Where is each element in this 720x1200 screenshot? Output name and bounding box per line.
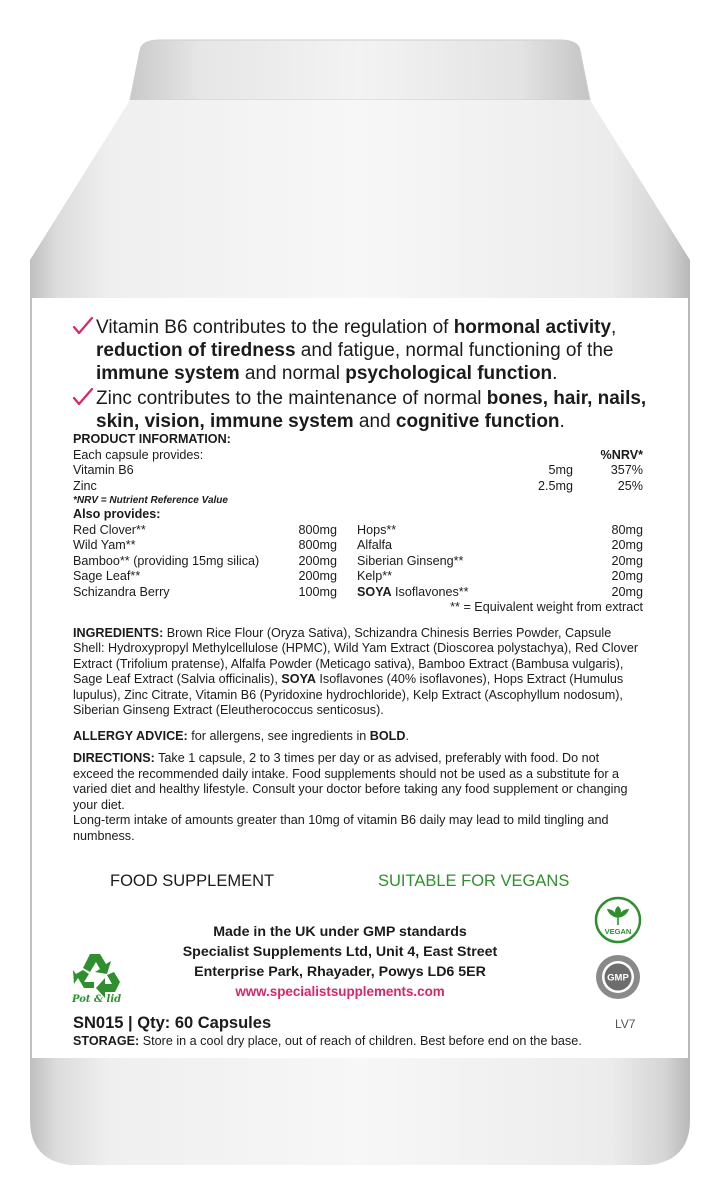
vegan-leaf-icon (594, 896, 642, 944)
also-provides-name: Red Clover** (73, 522, 146, 537)
food-supplement-label: FOOD SUPPLEMENT (110, 872, 275, 890)
benefit-text-segment: . (559, 411, 565, 432)
suitable-vegans-label: SUITABLE FOR VEGANS (378, 872, 570, 890)
benefit-text-segment: reduction of tiredness (96, 340, 296, 361)
also-provides-amount: 20mg (611, 553, 643, 568)
benefit-text-segment: , (611, 317, 617, 338)
check-icon (72, 386, 94, 408)
allergy-advice (73, 729, 643, 745)
also-provides-item (73, 523, 337, 539)
directions-text: Take 1 capsule, 2 to 3 times per day or as advised, preferably with food. Do not exceed the recommended daily intake. Food supplements should not be used as a substitute for a varied diet and healthy lifestyle. Consult your doctor before taking any food supplement or changing your diet. (73, 751, 628, 812)
allergy-label: ALLERGY ADVICE: (73, 728, 188, 743)
benefit-text-segment: and fatigue, normal functioning of the (295, 340, 614, 361)
nutrient-row (73, 479, 643, 495)
benefit-text-segment: Zinc contributes to the maintenance of normal (96, 388, 487, 409)
also-provides-amount: 80mg (611, 522, 643, 537)
also-provides-amount: 20mg (611, 584, 643, 599)
ingredients-text: Brown Rice Flour (Oryza Sativa), Schizandra Chinesis Berries Powder, Capsule Shell: Hydroxypropyl Methylcellulose (HPMC), Wild Yam Extract (Dioscorea polystachya), Red Clover Extract (Trifolium pratense), Alfalfa Powder (Meticago sativa), Bamboo Extract (Bambusa vulgaris), Sage Leaf Extract (Salvia officinalis), (73, 625, 639, 686)
benefit-b6 (76, 316, 676, 385)
longterm-warning: Long-term intake of amounts greater than 10mg of vitamin B6 daily may lead to mild tingling and numbness. (73, 813, 609, 843)
also-provides-name: Sage Leaf** (73, 569, 141, 583)
also-provides-amount: 100mg (298, 584, 337, 599)
nutrient-name: Zinc (73, 478, 97, 493)
nutrient-table (73, 463, 643, 494)
also-provides-item (73, 585, 337, 601)
maker-line1: Made in the UK under GMP standards (213, 924, 467, 940)
also-provides-name: Wild Yam** (73, 538, 136, 552)
also-provides-item (357, 569, 643, 585)
nrv-header: %NRV* (600, 447, 643, 462)
also-provides-item (357, 538, 643, 554)
also-provides-table (73, 523, 643, 601)
benefit-text-segment: and (353, 411, 396, 432)
recycle-caption: Pot & lid (72, 994, 122, 1005)
maker-line3: Enterprise Park, Rhayader, Powys LD6 5ER (194, 964, 486, 980)
also-provides-heading: Also provides: (73, 507, 161, 521)
also-provides-amount: 20mg (611, 569, 643, 583)
benefit-text-segment: hormonal activity (453, 317, 612, 338)
also-provides-item (73, 569, 337, 585)
gmp-seal-icon (594, 953, 642, 1001)
nutrient-amount: 2.5mg (537, 478, 573, 493)
maker-line2: Specialist Supplements Ltd, Unit 4, East Street (182, 944, 498, 960)
also-provides-amount: 200mg (298, 553, 337, 568)
bottle-base (30, 1055, 690, 1165)
equivalent-weight-footnote: ** = Equivalent weight from extract (450, 600, 643, 614)
also-provides-name: Alfalfa (357, 538, 393, 552)
also-provides-name: Hops** (357, 522, 397, 537)
sku-quantity: SN015 | Qty: 60 Capsules (73, 1014, 272, 1032)
manufacturer-info (160, 922, 520, 1002)
allergy-text: for allergens, see ingredients in (187, 728, 370, 743)
gmp-badge-text: GMP (607, 972, 629, 984)
product-information (73, 432, 643, 844)
directions-label: DIRECTIONS: (73, 751, 155, 765)
also-provides-name: Bamboo** (providing 15mg silica) (73, 553, 260, 568)
benefit-text-segment: cognitive function (395, 411, 560, 432)
benefit-text-segment: . (552, 363, 558, 384)
nutrient-row (73, 463, 643, 479)
ingredients (73, 626, 643, 719)
allergy-end: . (405, 728, 409, 743)
nrv-note: *NRV = Nutrient Reference Value (73, 495, 228, 506)
also-provides-amount: 20mg (611, 538, 643, 552)
benefit-text-segment: bones, hair, nails, skin, vision, immune system (96, 388, 647, 432)
also-provides-name: SOYA Isoflavones** (357, 584, 469, 599)
storage-text: Store in a cool dry place, out of reach of children. Best before end on the base. (139, 1034, 582, 1048)
nutrient-nrv: 25% (617, 478, 643, 493)
ingredients-text-rest: Isoflavones (40% isoflavones), Hops Extract (Humulus lupulus), Zinc Citrate, Vitamin B6 (Pyridoxine hydrochloride), Kelp Extract (Ascophyllum nodosum), Siberian Ginseng Extract (Eleutherococcus senticosus). (73, 672, 624, 717)
also-provides-item (73, 538, 337, 554)
also-provides-amount: 800mg (298, 538, 337, 552)
nutrient-nrv: 357% (610, 463, 643, 477)
benefit-text-segment: immune system (96, 363, 240, 384)
storage-info (73, 1034, 653, 1048)
directions (73, 751, 643, 844)
ingredients-label: INGREDIENTS: (73, 625, 164, 640)
ingredients-soya: SOYA (281, 672, 316, 686)
nutrient-name: Vitamin B6 (73, 463, 134, 477)
product-info-heading: PRODUCT INFORMATION: (73, 432, 231, 446)
allergy-bold-word: BOLD (369, 728, 406, 743)
also-provides-amount: 800mg (298, 522, 337, 537)
also-provides-name: Schizandra Berry (73, 584, 170, 599)
each-capsule-label: Each capsule provides: (73, 447, 204, 462)
also-provides-item (73, 554, 337, 570)
also-provides-item (357, 523, 643, 539)
benefit-text-segment: Vitamin B6 contributes to the regulation of (96, 317, 454, 338)
vegan-badge-text: VEGAN (604, 927, 632, 936)
label-version: LV7 (615, 1017, 636, 1031)
also-provides-amount: 200mg (298, 569, 337, 583)
benefit-text-segment: and normal (239, 363, 346, 384)
bottle-cap (130, 40, 590, 100)
benefit-zinc (76, 387, 676, 433)
website-link[interactable]: www.specialistsupplements.com (235, 984, 445, 999)
also-provides-item (357, 585, 643, 601)
also-provides-name: Siberian Ginseng** (357, 553, 464, 568)
benefit-text-segment: psychological function (345, 363, 553, 384)
also-provides-name: Kelp** (357, 569, 393, 583)
nutrient-amount: 5mg (548, 463, 573, 477)
storage-label: STORAGE: (73, 1034, 140, 1048)
bottle-shoulder (30, 100, 690, 300)
benefits-list (76, 316, 676, 435)
allergen-bold: SOYA (357, 584, 392, 599)
check-icon (72, 315, 94, 337)
also-provides-item (357, 554, 643, 570)
